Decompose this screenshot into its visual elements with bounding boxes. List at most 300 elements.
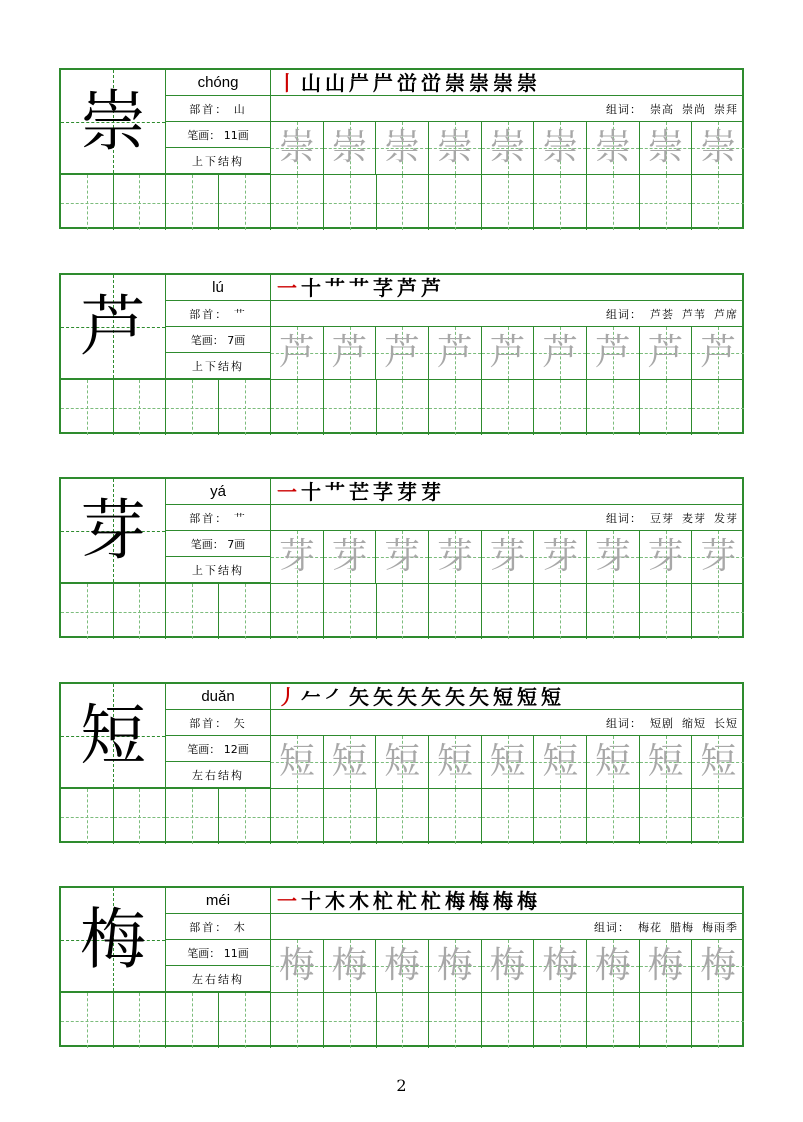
guide-line-vertical <box>560 993 561 1048</box>
tracing-character: 崇 <box>331 127 368 168</box>
word-examples <box>271 505 744 531</box>
guide-line-vertical <box>192 175 193 230</box>
practice-row <box>61 788 744 844</box>
guide-line-vertical <box>297 584 298 639</box>
tracing-box[interactable] <box>692 531 744 583</box>
practice-box[interactable] <box>640 789 693 844</box>
practice-box[interactable] <box>534 175 587 230</box>
practice-box[interactable] <box>692 175 744 230</box>
guide-line-vertical <box>402 175 403 230</box>
practice-box[interactable] <box>640 584 693 639</box>
guide-line-vertical <box>455 789 456 844</box>
tracing-row <box>271 940 744 992</box>
stroke-order <box>271 275 744 301</box>
stroke-step: 短 <box>517 684 537 709</box>
tracing-character: 短 <box>436 741 473 782</box>
guide-line-vertical <box>350 789 351 844</box>
guide-line-vertical <box>402 993 403 1048</box>
guide-line-vertical <box>455 380 456 435</box>
tracing-box[interactable] <box>640 940 693 992</box>
tracing-box[interactable] <box>692 122 744 174</box>
word: 崇拜 <box>714 102 738 116</box>
word: 长短 <box>714 716 738 730</box>
structure: 上下结构 <box>166 557 270 583</box>
practice-box[interactable] <box>482 993 535 1048</box>
tracing-character: 崇 <box>278 127 315 168</box>
tracing-box[interactable] <box>482 122 535 174</box>
radical: 部首： 木 <box>166 914 270 940</box>
stroke-step: 山 <box>301 70 321 95</box>
stroke-step: 峃 <box>397 70 417 95</box>
tracing-character: 芦 <box>331 332 368 373</box>
model-character: 短 <box>80 696 146 774</box>
character-info <box>166 275 271 379</box>
stroke-count: 笔画： 12画 <box>166 736 270 762</box>
word: 梅花 <box>638 920 662 934</box>
practice-box[interactable] <box>587 175 640 230</box>
guide-line-vertical <box>192 584 193 639</box>
guide-line-vertical <box>139 789 140 844</box>
tracing-box[interactable] <box>376 736 429 788</box>
practice-box[interactable] <box>587 993 640 1048</box>
character-info <box>166 684 271 788</box>
structure: 上下结构 <box>166 148 270 174</box>
tracing-box[interactable] <box>271 531 324 583</box>
practice-row <box>61 174 744 230</box>
tracing-character: 梅 <box>542 945 579 986</box>
stroke-step: 芽 <box>397 479 417 504</box>
word: 短剧 <box>650 716 674 730</box>
stroke-step: 矢 <box>373 684 393 709</box>
stroke-step: 木 <box>325 888 345 913</box>
guide-line-vertical <box>718 380 719 435</box>
tracing-box[interactable] <box>534 327 587 379</box>
practice-row <box>61 992 744 1048</box>
word: 缩短 <box>682 716 706 730</box>
practice-box[interactable] <box>61 380 114 435</box>
tracing-character: 芦 <box>594 332 631 373</box>
stroke-step: 梅 <box>517 888 537 913</box>
stroke-step: 十 <box>301 479 321 504</box>
tracing-box[interactable] <box>271 122 324 174</box>
tracing-character: 短 <box>278 741 315 782</box>
practice-box[interactable] <box>219 175 272 230</box>
stroke-step: 矢 <box>445 684 465 709</box>
stroke-count: 笔画： 7画 <box>166 327 270 353</box>
practice-box[interactable] <box>61 175 114 230</box>
guide-line-vertical <box>192 380 193 435</box>
tracing-box[interactable] <box>429 736 482 788</box>
tracing-box[interactable] <box>587 736 640 788</box>
tracing-row <box>271 327 744 379</box>
practice-box[interactable] <box>482 380 535 435</box>
stroke-order <box>271 70 744 96</box>
tracing-box[interactable] <box>587 327 640 379</box>
guide-line-vertical <box>245 584 246 639</box>
tracing-character: 芽 <box>700 536 737 577</box>
model-character-box <box>61 479 166 583</box>
practice-box[interactable] <box>534 993 587 1048</box>
character-info <box>166 479 271 583</box>
stroke-step: 芓 <box>373 275 393 300</box>
stroke-step: 丿 <box>277 684 297 709</box>
practice-box[interactable] <box>166 789 219 844</box>
stroke-step: 芦 <box>421 275 441 300</box>
stroke-step: 一 <box>277 479 297 504</box>
tracing-box[interactable] <box>692 736 744 788</box>
words-label: 组词： <box>606 102 642 116</box>
guide-line-vertical <box>350 175 351 230</box>
guide-line-vertical <box>87 380 88 435</box>
practice-box[interactable] <box>114 380 167 435</box>
tracing-box[interactable] <box>271 940 324 992</box>
tracing-character: 芦 <box>489 332 526 373</box>
guide-line-vertical <box>297 175 298 230</box>
character-card <box>59 273 744 434</box>
practice-box[interactable] <box>114 584 167 639</box>
tracing-box[interactable] <box>482 531 535 583</box>
tracing-character: 芦 <box>436 332 473 373</box>
practice-box[interactable] <box>166 175 219 230</box>
practice-box[interactable] <box>324 789 377 844</box>
stroke-step: 𠂉 <box>301 684 321 709</box>
model-character-box <box>61 684 166 788</box>
tracing-box[interactable] <box>587 940 640 992</box>
word-examples <box>271 301 744 327</box>
stroke-step: 崇 <box>493 70 513 95</box>
tracing-box[interactable] <box>429 122 482 174</box>
practice-box[interactable] <box>61 993 114 1048</box>
guide-line-vertical <box>87 993 88 1048</box>
tracing-character: 梅 <box>436 945 473 986</box>
tracing-box[interactable] <box>587 531 640 583</box>
stroke-step: 梅 <box>493 888 513 913</box>
stroke-step: 十 <box>301 888 321 913</box>
stroke-step: 一 <box>277 275 297 300</box>
model-character: 崇 <box>80 82 146 160</box>
practice-box[interactable] <box>219 584 272 639</box>
stroke-step: 艹 <box>325 479 345 504</box>
tracing-box[interactable] <box>482 736 535 788</box>
practice-box[interactable] <box>692 584 744 639</box>
stroke-step: 崇 <box>517 70 537 95</box>
practice-box[interactable] <box>587 380 640 435</box>
guide-line-vertical <box>139 380 140 435</box>
stroke-step: 梅 <box>469 888 489 913</box>
guide-line-vertical <box>402 584 403 639</box>
guide-line-vertical <box>87 789 88 844</box>
stroke-step: 芦 <box>397 275 417 300</box>
practice-box[interactable] <box>114 175 167 230</box>
practice-box[interactable] <box>271 175 324 230</box>
stroke-step: 艹 <box>349 275 369 300</box>
guide-line-vertical <box>139 584 140 639</box>
character-card <box>59 477 744 638</box>
tracing-box[interactable] <box>376 531 429 583</box>
tracing-character: 芽 <box>542 536 579 577</box>
pinyin: duǎn <box>166 684 270 710</box>
stroke-step: 杧 <box>421 888 441 913</box>
tracing-box[interactable] <box>324 327 377 379</box>
stroke-step: 杧 <box>397 888 417 913</box>
practice-box[interactable] <box>534 584 587 639</box>
tracing-box[interactable] <box>482 940 535 992</box>
tracing-character: 芽 <box>384 536 421 577</box>
practice-box[interactable] <box>166 584 219 639</box>
word: 豆芽 <box>650 511 674 525</box>
tracing-box[interactable] <box>324 940 377 992</box>
tracing-box[interactable] <box>376 122 429 174</box>
tracing-row <box>271 736 744 788</box>
tracing-character: 芦 <box>384 332 421 373</box>
guide-line-vertical <box>402 789 403 844</box>
guide-line-vertical <box>87 175 88 230</box>
stroke-step: 矢 <box>469 684 489 709</box>
guide-line-vertical <box>508 993 509 1048</box>
words-label: 组词： <box>606 511 642 525</box>
guide-line-vertical <box>718 789 719 844</box>
tracing-character: 崇 <box>489 127 526 168</box>
tracing-character: 梅 <box>489 945 526 986</box>
tracing-row <box>271 531 744 583</box>
page-number: 2 <box>396 1076 407 1095</box>
tracing-character: 短 <box>542 741 579 782</box>
tracing-character: 短 <box>647 741 684 782</box>
practice-box[interactable] <box>61 584 114 639</box>
practice-box[interactable] <box>482 789 535 844</box>
practice-box[interactable] <box>166 380 219 435</box>
character-card <box>59 886 744 1047</box>
practice-box[interactable] <box>429 380 482 435</box>
practice-box[interactable] <box>377 175 430 230</box>
tracing-box[interactable] <box>640 122 693 174</box>
model-character: 芽 <box>80 491 146 569</box>
practice-box[interactable] <box>692 789 744 844</box>
practice-box[interactable] <box>534 380 587 435</box>
tracing-box[interactable] <box>640 736 693 788</box>
practice-box[interactable] <box>429 789 482 844</box>
practice-box[interactable] <box>429 584 482 639</box>
tracing-box[interactable] <box>534 736 587 788</box>
tracing-box[interactable] <box>640 531 693 583</box>
tracing-box[interactable] <box>692 940 744 992</box>
practice-box[interactable] <box>377 380 430 435</box>
practice-box[interactable] <box>324 993 377 1048</box>
tracing-character: 崇 <box>647 127 684 168</box>
practice-box[interactable] <box>324 584 377 639</box>
tracing-box[interactable] <box>324 736 377 788</box>
tracing-character: 芦 <box>278 332 315 373</box>
stroke-step: 矢 <box>397 684 417 709</box>
stroke-step: 短 <box>541 684 561 709</box>
guide-line-vertical <box>613 584 614 639</box>
guide-line-vertical <box>297 380 298 435</box>
tracing-row <box>271 122 744 174</box>
tracing-box[interactable] <box>324 531 377 583</box>
stroke-step: 屵 <box>349 70 369 95</box>
stroke-order <box>271 888 744 914</box>
tracing-character: 短 <box>489 741 526 782</box>
structure: 上下结构 <box>166 353 270 379</box>
practice-box[interactable] <box>219 789 272 844</box>
word: 发芽 <box>714 511 738 525</box>
practice-row <box>61 583 744 639</box>
guide-line-vertical <box>508 175 509 230</box>
practice-box[interactable] <box>114 993 167 1048</box>
stroke-step: 矢 <box>349 684 369 709</box>
tracing-box[interactable] <box>587 122 640 174</box>
stroke-count: 笔画： 7画 <box>166 531 270 557</box>
practice-box[interactable] <box>640 380 693 435</box>
guide-line-vertical <box>666 993 667 1048</box>
practice-box[interactable] <box>640 175 693 230</box>
pinyin: chóng <box>166 70 270 96</box>
stroke-step: 杧 <box>373 888 393 913</box>
practice-box[interactable] <box>219 993 272 1048</box>
guide-line-vertical <box>508 584 509 639</box>
guide-line-vertical <box>718 993 719 1048</box>
tracing-character: 短 <box>700 741 737 782</box>
word: 梅雨季 <box>702 920 738 934</box>
practice-box[interactable] <box>587 584 640 639</box>
guide-line-vertical <box>455 993 456 1048</box>
model-character: 芦 <box>80 287 146 365</box>
practice-box[interactable] <box>114 789 167 844</box>
radical: 部首： 矢 <box>166 710 270 736</box>
practice-box[interactable] <box>271 380 324 435</box>
stroke-step: 一 <box>277 888 297 913</box>
tracing-character: 崇 <box>594 127 631 168</box>
word-examples <box>271 710 744 736</box>
guide-line-vertical <box>560 789 561 844</box>
radical: 部首： 山 <box>166 96 270 122</box>
stroke-step: 短 <box>493 684 513 709</box>
practice-box[interactable] <box>482 175 535 230</box>
practice-box[interactable] <box>429 993 482 1048</box>
tracing-character: 短 <box>331 741 368 782</box>
character-card <box>59 682 744 843</box>
tracing-character: 芽 <box>436 536 473 577</box>
tracing-box[interactable] <box>534 122 587 174</box>
tracing-box[interactable] <box>640 327 693 379</box>
tracing-character: 芦 <box>542 332 579 373</box>
tracing-box[interactable] <box>271 736 324 788</box>
character-info <box>166 888 271 992</box>
practice-box[interactable] <box>640 993 693 1048</box>
practice-box[interactable] <box>324 380 377 435</box>
tracing-character: 梅 <box>331 945 368 986</box>
stroke-count: 笔画： 11画 <box>166 122 270 148</box>
practice-box[interactable] <box>166 993 219 1048</box>
tracing-character: 崇 <box>384 127 421 168</box>
tracing-box[interactable] <box>324 122 377 174</box>
practice-box[interactable] <box>271 584 324 639</box>
tracing-character: 梅 <box>384 945 421 986</box>
guide-line-vertical <box>718 175 719 230</box>
practice-box[interactable] <box>271 789 324 844</box>
guide-line-vertical <box>139 993 140 1048</box>
tracing-character: 崇 <box>700 127 737 168</box>
tracing-character: 崇 <box>436 127 473 168</box>
tracing-character: 梅 <box>700 945 737 986</box>
practice-box[interactable] <box>429 175 482 230</box>
practice-box[interactable] <box>587 789 640 844</box>
stroke-order <box>271 479 744 505</box>
word: 崇高 <box>650 102 674 116</box>
tracing-box[interactable] <box>429 940 482 992</box>
guide-line-vertical <box>245 789 246 844</box>
guide-line-vertical <box>455 584 456 639</box>
guide-line-vertical <box>402 380 403 435</box>
guide-line-vertical <box>297 993 298 1048</box>
practice-box[interactable] <box>61 789 114 844</box>
practice-box[interactable] <box>692 380 744 435</box>
practice-box[interactable] <box>482 584 535 639</box>
practice-box[interactable] <box>219 380 272 435</box>
tracing-box[interactable] <box>376 327 429 379</box>
practice-box[interactable] <box>271 993 324 1048</box>
tracing-character: 芽 <box>278 536 315 577</box>
stroke-step: 十 <box>301 275 321 300</box>
guide-line-vertical <box>297 789 298 844</box>
tracing-box[interactable] <box>534 940 587 992</box>
structure: 左右结构 <box>166 966 270 992</box>
guide-line-vertical <box>666 789 667 844</box>
tracing-box[interactable] <box>429 327 482 379</box>
practice-box[interactable] <box>692 993 744 1048</box>
tracing-character: 芦 <box>647 332 684 373</box>
practice-box[interactable] <box>377 993 430 1048</box>
tracing-box[interactable] <box>482 327 535 379</box>
guide-line-vertical <box>560 380 561 435</box>
practice-box[interactable] <box>377 789 430 844</box>
practice-row <box>61 379 744 435</box>
guide-line-vertical <box>560 175 561 230</box>
stroke-step: 丨 <box>277 70 297 95</box>
guide-line-vertical <box>245 175 246 230</box>
guide-line-vertical <box>350 380 351 435</box>
stroke-step: ㇒ <box>325 684 345 709</box>
guide-line-vertical <box>87 584 88 639</box>
words-label: 组词： <box>606 716 642 730</box>
tracing-character: 芽 <box>489 536 526 577</box>
word-examples <box>271 914 744 940</box>
guide-line-vertical <box>192 789 193 844</box>
radical: 部首： 艹 <box>166 301 270 327</box>
tracing-box[interactable] <box>376 940 429 992</box>
guide-line-vertical <box>245 380 246 435</box>
tracing-character: 芽 <box>647 536 684 577</box>
tracing-character: 梅 <box>278 945 315 986</box>
tracing-box[interactable] <box>534 531 587 583</box>
tracing-box[interactable] <box>429 531 482 583</box>
model-character-box <box>61 70 166 174</box>
tracing-character: 芽 <box>594 536 631 577</box>
pinyin: méi <box>166 888 270 914</box>
stroke-step: 屵 <box>373 70 393 95</box>
practice-box[interactable] <box>324 175 377 230</box>
tracing-box[interactable] <box>271 327 324 379</box>
stroke-order <box>271 684 744 710</box>
guide-line-vertical <box>718 584 719 639</box>
practice-box[interactable] <box>377 584 430 639</box>
pinyin: yá <box>166 479 270 505</box>
tracing-box[interactable] <box>692 327 744 379</box>
tracing-character: 芽 <box>331 536 368 577</box>
stroke-step: 芒 <box>349 479 369 504</box>
stroke-step: 崇 <box>469 70 489 95</box>
practice-box[interactable] <box>534 789 587 844</box>
